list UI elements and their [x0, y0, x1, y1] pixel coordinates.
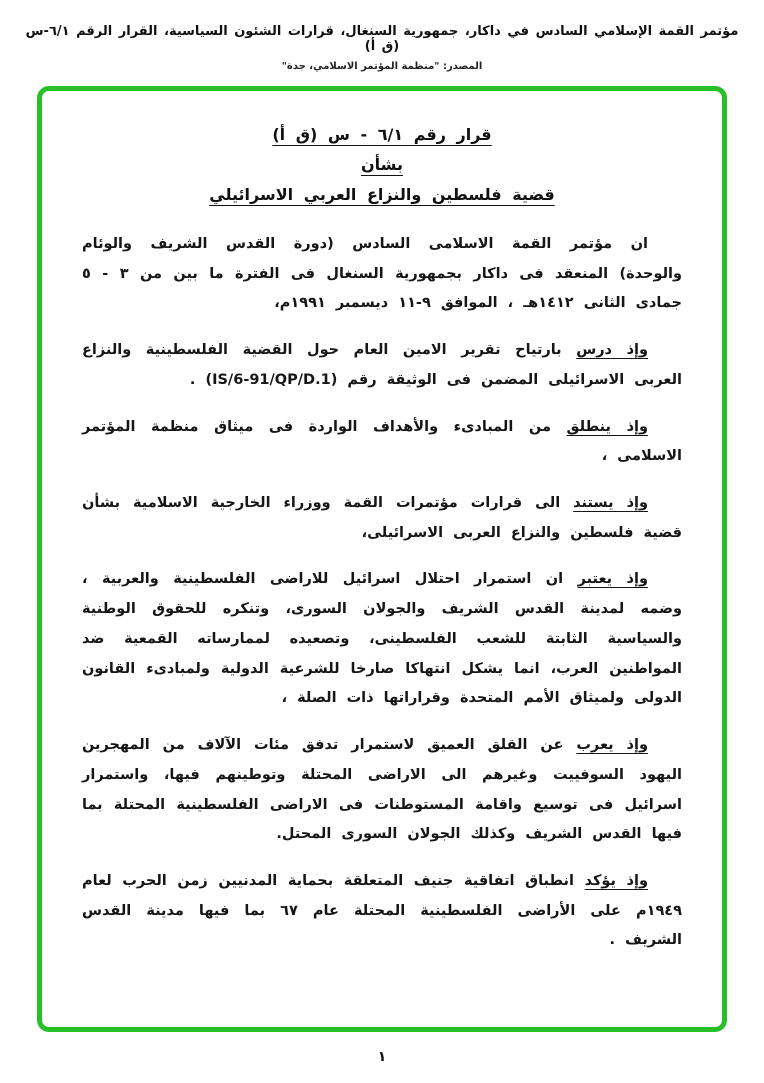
- paragraph: ان مؤتمر القمة الاسلامى السادس (دورة القدس الشريف والوئام والوحدة) المنعقد فى داكار بجمهورية السنغال فى الفترة ما بين من ٣ - ٥ جمادى الثانى ١٤١٢هـ ، الموافق ٩-١١ ديسمبر ١٩٩١م،: [82, 236, 682, 312]
- paragraph: وإذ درس بارتياح تقرير الامين العام حول القضية الفلسطينية والنزاع العربى الاسرائيلى المضمن فى الوثيقة رقم (IS/6-91/QP/D.1) .: [82, 342, 682, 388]
- page-footer: [0, 1032, 764, 1083]
- document-header: [0, 24, 764, 72]
- paragraph: وإذ يعرب عن القلق العميق لاستمرار تدفق مئات الآلاف من المهجرين اليهود السوفييت وغيرهم الى الاراضى المحتلة وتوطينهم فيها، واستمرار اسرائيل فى توسيع واقامة المستوطنات فى الاراضى الفلسطينية المحتلة بما فيها القدس الشريف وكذلك الجولان السورى المحتل.: [82, 737, 682, 843]
- document-frame: [37, 86, 727, 1032]
- header-source: المصدر: "منظمة المؤتمر الاسلامي، جدة": [281, 61, 483, 72]
- paragraph-lead: وإذ يعتبر: [577, 571, 648, 588]
- paragraph-lead: وإذ يستند: [573, 495, 648, 512]
- paragraph-lead: وإذ يعرب: [576, 737, 648, 754]
- paragraph: وإذ يؤكد انطباق اتفاقية جنيف المتعلقة بحماية المدنيين زمن الحرب لعام ١٩٤٩م على الأراضى الفلسطينية المحتلة عام ٦٧ بما فيها مدينة القدس الشريف .: [82, 872, 682, 949]
- page-number: ١: [377, 1049, 387, 1065]
- header-citation: مؤتمر القمة الإسلامي السادس في داكار، جمهورية السنغال، قرارات الشئون السياسية، القرار الرقم ٦/١-س (ق أ): [25, 24, 739, 54]
- resolution-title-block: [82, 125, 682, 204]
- paragraph: وإذ يعتبر ان استمرار احتلال اسرائيل للاراضى الفلسطينية والعربية ، وضمه لمدينة القدس الشريف والجولان السورى، وتنكره للحقوق الوطنية والسياسية الثابتة للشعب الفلسطينى، وتصعيده لممارساته القمعية ضد المواطنين العرب، انما يشكل انتهاكا صارخا للشرعية الدولية ولمبادىء القانون الدولى ولميثاق الأمم المتحدة وقراراتها ذات الصلة ،: [82, 571, 682, 707]
- resolution-number-title: قرار رقم ٦/١ - س (ق أ): [272, 125, 492, 144]
- document-paragraphs: [82, 230, 682, 956]
- paragraph-lead: وإذ ينطلق: [566, 418, 648, 435]
- paragraph-lead: وإذ يؤكد: [584, 872, 648, 889]
- resolution-subject-title: قضية فلسطين والنزاع العربي الاسرائيلي: [209, 185, 555, 204]
- resolution-subject-label: بشأن: [361, 155, 403, 174]
- paragraph-lead: وإذ درس: [576, 342, 648, 359]
- paragraph: وإذ يستند الى قرارات مؤتمرات القمة ووزراء الخارجية الاسلامية بشأن قضية فلسطين والنزاع العربى الاسرائيلى،: [82, 495, 682, 541]
- paragraph: وإذ ينطلق من المبادىء والأهداف الواردة فى ميثاق منظمة المؤتمر الاسلامى ،: [82, 418, 682, 465]
